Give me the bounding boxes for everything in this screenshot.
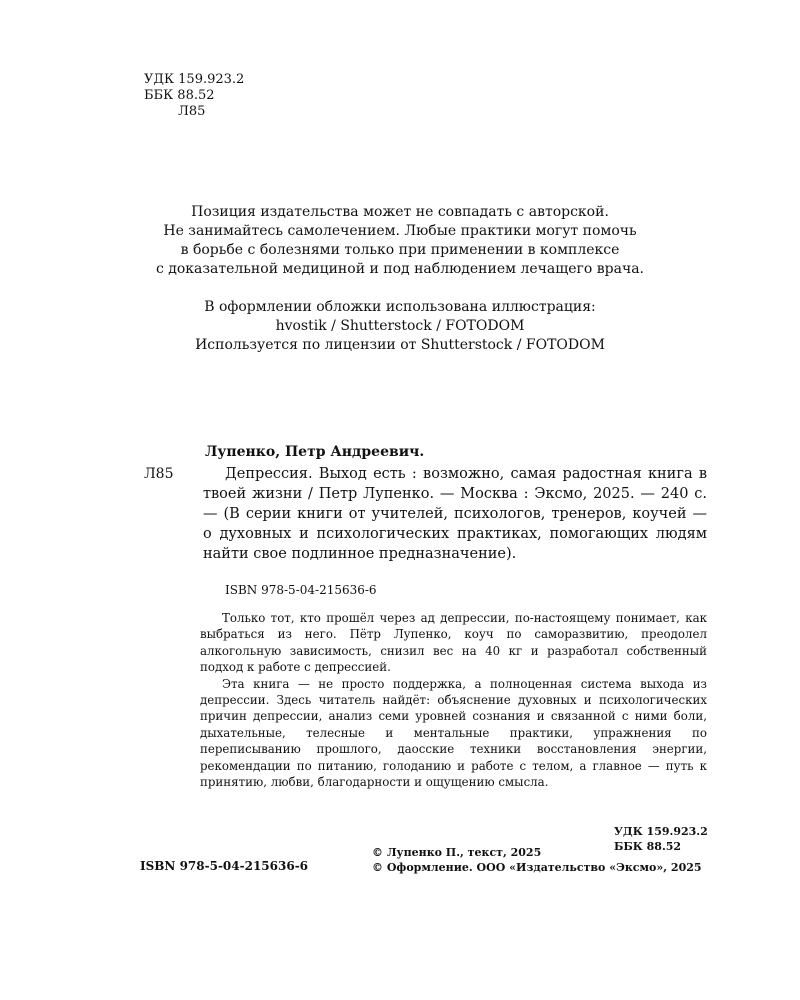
disclaimer-line: в борьбе с болезнями только при применении в комплексе — [180, 242, 620, 258]
copyright — [372, 845, 702, 875]
footer-bbk: ББК 88.52 — [614, 840, 682, 853]
annotation — [200, 610, 707, 790]
disclaimer-line: Позиция издательства может не совпадать с авторской. — [191, 204, 609, 220]
udk-code: УДК 159.923.2 — [144, 72, 245, 87]
copyright-design: © Оформление. ООО «Издательство «Эксмо», 2025 — [372, 861, 702, 874]
cover-credit — [0, 298, 800, 355]
cover-credit-line: В оформлении обложки использована иллюстрация: — [204, 299, 596, 315]
catalog-sign: Л85 — [144, 466, 174, 482]
catalog-author: Лупенко, Петр Андреевич. — [205, 444, 425, 460]
annotation-paragraph: Эта книга — не просто поддержка, а полноценная система выхода из депрессии. Здесь читатель найдёт: объяснение духовных и психологических причин депрессии, анализ семи уровней сознания и связанной с ними боли, дыхательные, телесные и ментальные практики, упражнения по переписыванию прошлого, даосские техники восстановления энергии, рекомендации по питанию, голоданию и работе с телом, а главное — путь к принятию, любви, благодарности и ощущению смысла. — [200, 676, 707, 790]
footer-isbn: ISBN 978-5-04-215636-6 — [140, 859, 309, 873]
footer-udk: УДК 159.923.2 — [614, 825, 708, 838]
disclaimer — [0, 203, 800, 279]
annotation-paragraph: Только тот, кто прошёл через ад депрессии, по-настоящему понимает, как выбраться из него. Пётр Лупенко, коуч по саморазвитию, преодолел алкогольную зависимость, снизил вес на 40 кг и разработал собственный подход к работе с депрессией. — [200, 611, 707, 675]
author-sign: Л85 — [178, 104, 206, 119]
catalog-isbn: ISBN 978-5-04-215636-6 — [225, 583, 377, 597]
classification-codes — [144, 72, 244, 120]
cover-credit-line: hvostik / Shutterstock / FOTODOM — [275, 318, 525, 334]
cover-credit-line: Используется по лицензии от Shutterstock / FOTODOM — [195, 337, 605, 353]
catalog-description: Депрессия. Выход есть : возможно, самая радостная книга в твоей жизни / Петр Лупенко. — Москва : Эксмо, 2025. — 240 с. — (В серии книги от учителей, психологов, тренеров, коучей — о духовных и психологических практиках, помогающих людям найти свое подлинное предназначение). — [203, 466, 707, 562]
disclaimer-line: с доказательной медициной и под наблюдением лечащего врача. — [155, 261, 645, 277]
copyright-text: © Лупенко П., текст, 2025 — [372, 846, 542, 859]
disclaimer-line: Не занимайтесь самолечением. Любые практики могут помочь — [163, 223, 637, 239]
bbk-code: ББК 88.52 — [144, 88, 215, 103]
